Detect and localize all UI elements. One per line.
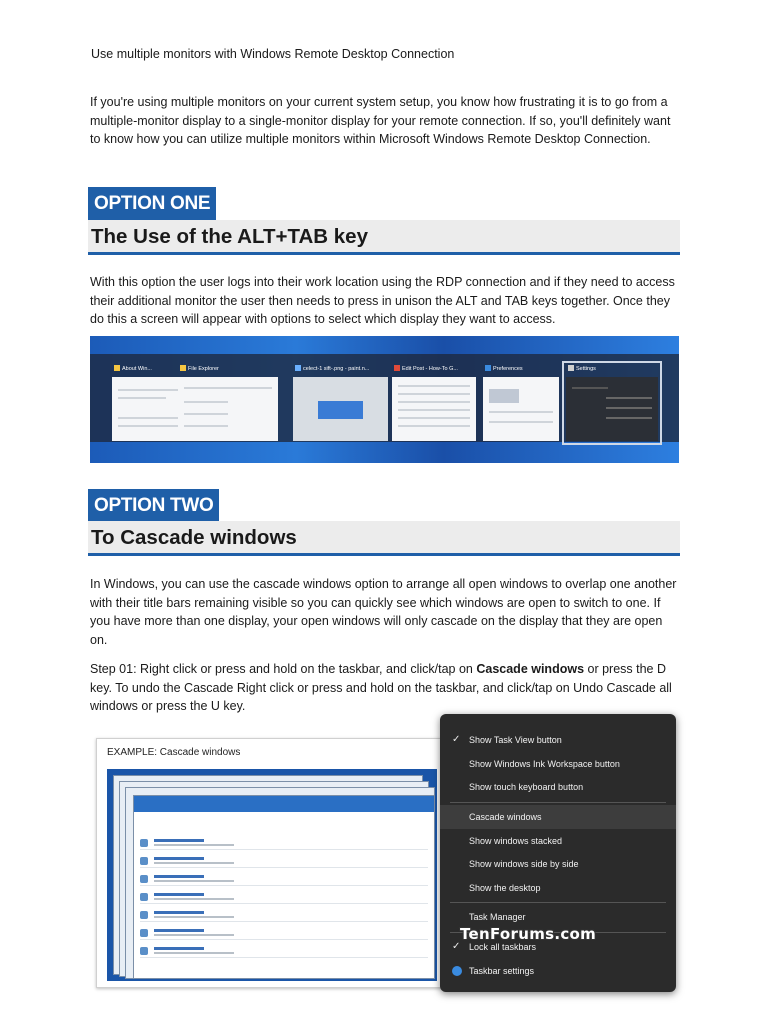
window-icon	[114, 365, 120, 371]
menu-item-label: Show the desktop	[469, 883, 541, 893]
desktop-background	[107, 769, 437, 981]
taskbar-context-menu	[440, 714, 676, 992]
menu-item-label: Show Windows Ink Workspace button	[469, 759, 620, 769]
menu-item-label: Task Manager	[469, 912, 526, 922]
option-two-badge: OPTION TWO	[88, 489, 219, 522]
gear-icon	[452, 966, 462, 976]
alt-tab-tile-label: celect-1 sift-.png - paint.n...	[303, 366, 370, 372]
alt-tab-tile-label: Settings	[576, 366, 596, 372]
check-icon: ✓	[452, 734, 461, 745]
app-icon	[485, 365, 491, 371]
document-title: Use multiple monitors with Windows Remote Desktop Connection	[91, 47, 455, 61]
alt-tab-tile-label: About Win...	[122, 366, 152, 372]
list-item	[140, 872, 428, 886]
step-01-paragraph	[90, 660, 680, 716]
window-thumbnail	[178, 377, 278, 441]
menu-item-label: Show windows stacked	[469, 836, 563, 846]
menu-item-cascade-windows[interactable]	[440, 805, 676, 829]
menu-divider	[450, 802, 666, 803]
settings-icon	[568, 365, 574, 371]
window-thumbnail	[392, 377, 476, 441]
menu-item-show-task-view[interactable]	[440, 728, 676, 752]
list-item	[140, 944, 428, 958]
step-text: Step 01: Right click or press and hold on the taskbar, and click/tap on	[90, 662, 477, 676]
list-item	[140, 854, 428, 868]
paint-icon	[295, 365, 301, 371]
folder-icon	[180, 365, 186, 371]
alt-tab-tile-label: Preferences	[493, 366, 523, 372]
menu-item-show-ink-workspace[interactable]	[440, 752, 676, 776]
menu-item-label: Show windows side by side	[469, 859, 579, 869]
tenforums-watermark: TenForums.com	[460, 925, 597, 943]
alt-tab-tile-selected	[566, 365, 658, 441]
menu-item-show-touch-keyboard[interactable]	[440, 775, 676, 799]
list-item	[140, 926, 428, 940]
cascaded-window-front	[133, 795, 435, 979]
menu-item-taskbar-settings[interactable]	[440, 959, 676, 983]
option-one-body: With this option the user logs into their work location using the RDP connection and if they need to access their additional monitor the user then needs to press in unison the ALT and TAB keys together. Once they do this a screen will appear with options to select which display they want to access.	[90, 275, 675, 327]
menu-item-label: Taskbar settings	[469, 966, 535, 976]
menu-divider	[450, 902, 666, 903]
list-item	[140, 890, 428, 904]
window-thumbnail	[483, 377, 559, 441]
option-one-badge: OPTION ONE	[88, 187, 216, 220]
cascade-example-screenshot	[96, 738, 446, 988]
option-two-heading: To Cascade windows	[88, 521, 680, 556]
window-thumbnail	[566, 377, 658, 441]
step-bold-text: Cascade windows	[476, 662, 585, 676]
menu-item-show-desktop[interactable]	[440, 876, 676, 900]
menu-item-show-windows-stacked[interactable]	[440, 829, 676, 853]
menu-item-label: Show Task View button	[469, 735, 562, 745]
browser-icon	[394, 365, 400, 371]
intro-paragraph: If you're using multiple monitors on your current system setup, you know how frustrating it is to go from a multiple-monitor display to a single-monitor display for your remote connection. If so, you'll definitely want to know how you can utilize multiple monitors within Microsoft Windows Remote Desktop Connection.	[90, 95, 671, 147]
option-two-body: In Windows, you can use the cascade windows option to arrange all open windows to overlap one another with their title bars remaining visible so you can quickly see which windows are open to switch to one. If you have more than one display, your open windows will only cascade on the display that they are open on.	[90, 577, 677, 647]
alt-tab-tile	[392, 365, 476, 441]
list-item	[140, 908, 428, 922]
window-thumbnail	[293, 377, 388, 441]
menu-item-label: Cascade windows	[469, 812, 542, 822]
check-icon: ✓	[452, 941, 461, 952]
menu-item-label: Lock all taskbars	[469, 942, 537, 952]
alt-tab-screenshot	[90, 336, 679, 463]
alt-tab-tile	[483, 365, 559, 441]
forum-header	[134, 796, 434, 812]
alt-tab-tile-label: Edit Post - How-To G...	[402, 366, 458, 372]
menu-item-show-side-by-side[interactable]	[440, 852, 676, 876]
alt-tab-tile-label: File Explorer	[188, 366, 219, 372]
menu-item-label: Show touch keyboard button	[469, 782, 584, 792]
list-item	[140, 836, 428, 850]
alt-tab-tile	[293, 365, 388, 441]
example-caption: EXAMPLE: Cascade windows	[107, 747, 241, 758]
option-one-heading: The Use of the ALT+TAB key	[88, 220, 680, 255]
alt-tab-tile	[178, 365, 278, 441]
step-text-suffix: or press the D key. To undo the Cascade Right click or press and hold on the taskbar, and click/tap on Undo Cascade all windows or press the U key.	[90, 662, 672, 714]
